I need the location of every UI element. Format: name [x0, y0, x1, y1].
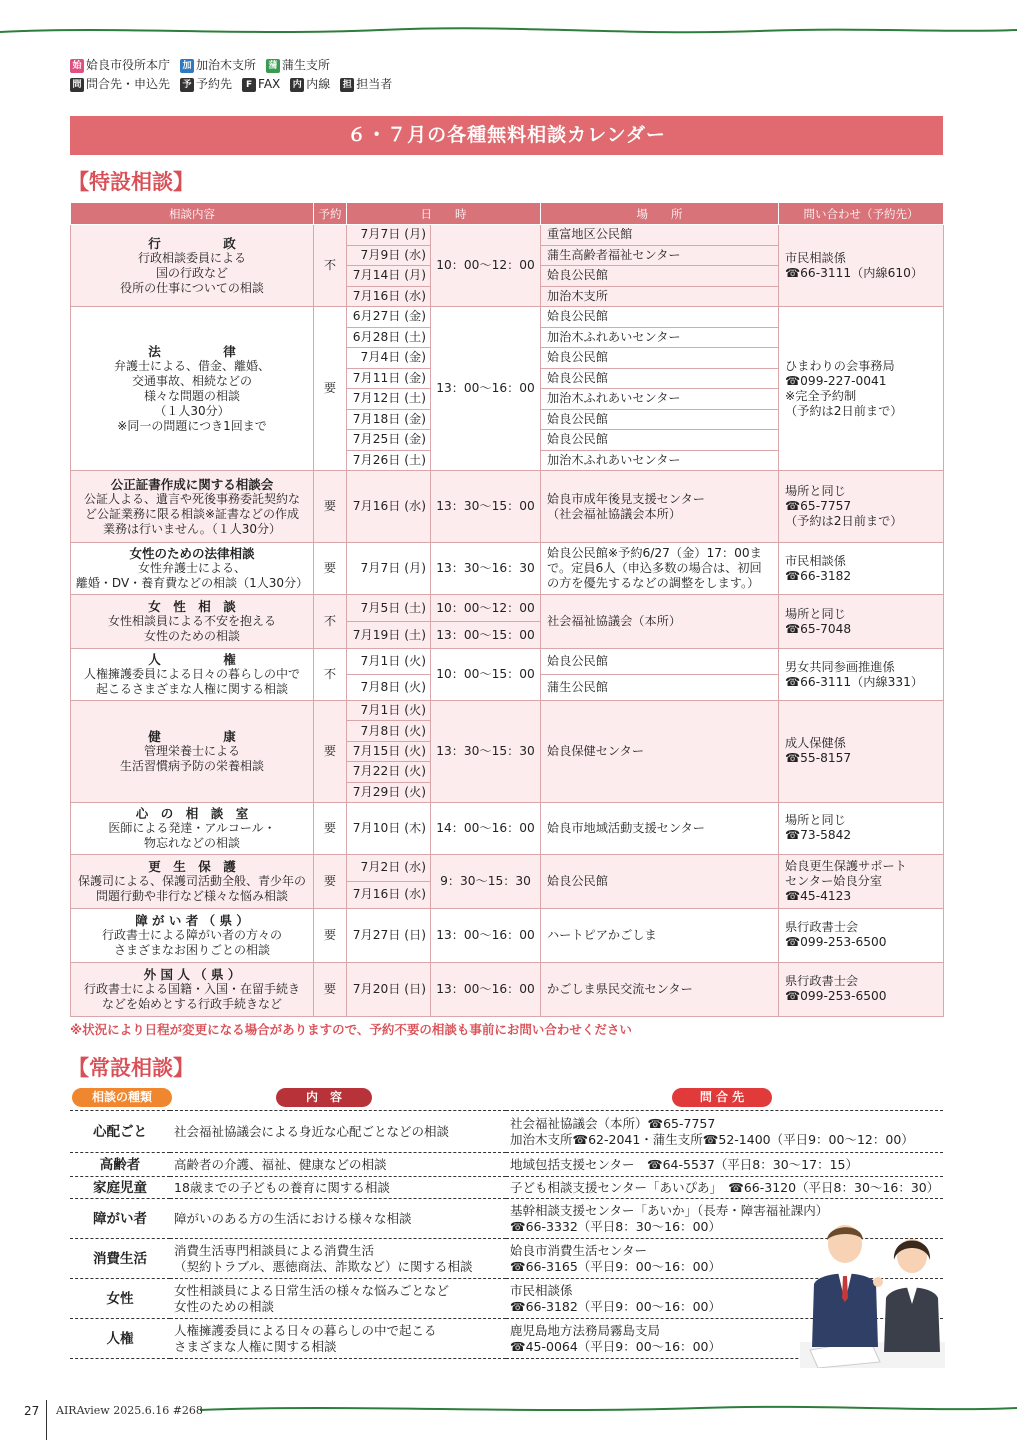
- regular-contact: 姶良市消費生活センター ☎66-3165（平日9：00〜16：00）: [506, 1239, 943, 1279]
- consult-place: 加治木ふれあいセンター: [541, 327, 779, 348]
- consult-desc: 行政書士による障がい者の方々の さまざまなお困りごとの相談: [101, 927, 282, 957]
- regular-kind: 高齢者: [70, 1153, 170, 1177]
- consult-time: 13：00〜15：00: [431, 622, 541, 649]
- schedule-note: ※状況により日程が変更になる場合がありますので、予約不要の相談も事前にお問い合わせください: [70, 1022, 632, 1037]
- consult-date: 7月29日 (火): [347, 782, 431, 802]
- consult-time: 10：00〜15：00: [431, 649, 541, 701]
- regular-contact: 基幹相談支援センター「あいか」（長寿・障害福祉課内） ☎66-3332（平日8：30〜16：00）: [506, 1199, 943, 1239]
- special-row: [71, 543, 944, 595]
- header-reservation: 予約: [314, 203, 347, 225]
- legend: [70, 56, 398, 94]
- consult-date: 7月1日 (火): [347, 649, 431, 675]
- legend-item: [242, 75, 280, 94]
- consult-date: 7月16日 (水): [347, 881, 431, 908]
- consult-place: ハートピアかごしま: [541, 908, 779, 962]
- reservation: 不: [314, 649, 347, 701]
- consult-desc: 医師による発達・アルコール・ 物忘れなどの相談: [108, 820, 276, 850]
- consult-place: 蒲生高齢者福祉センター: [541, 245, 779, 266]
- consult-time: 10：00〜12：00: [431, 225, 541, 307]
- consult-time: 9：30〜15：30: [431, 854, 541, 908]
- reservation: 要: [314, 908, 347, 962]
- consult-content: [71, 471, 314, 543]
- consult-place: 姶良公民館: [541, 854, 779, 908]
- legend-icon: 蒲: [266, 59, 280, 73]
- reservation: 要: [314, 701, 347, 803]
- consult-contact: ひまわりの会事務局 ☎099-227-0041 ※完全予約制 （予約は2日前まで）: [779, 307, 944, 471]
- consult-time: 13：00〜16：00: [431, 908, 541, 962]
- consult-date: 7月22日 (火): [347, 762, 431, 782]
- consult-contact: 場所と同じ ☎65-7048: [779, 595, 944, 649]
- consult-date: 7月4日 (金): [347, 348, 431, 369]
- header-contact: 問い合わせ（予約先）: [779, 203, 944, 225]
- consult-title: 行 政: [148, 235, 236, 251]
- consult-contact: 成人保健係 ☎55-8157: [779, 701, 944, 803]
- legend-item: [180, 56, 256, 75]
- legend-label: 予約先: [196, 77, 233, 91]
- reservation: 要: [314, 471, 347, 543]
- consult-date: 7月20日 (日): [347, 962, 431, 1016]
- consult-desc: 女性相談員による不安を抱える 女性のための相談: [107, 614, 276, 643]
- special-row: [71, 701, 944, 721]
- consult-place: 加治木支所: [541, 286, 779, 307]
- consult-date: 6月28日 (土): [347, 327, 431, 348]
- regular-kind: 心配ごと: [70, 1111, 170, 1153]
- consult-date: 6月27日 (金): [347, 307, 431, 328]
- consult-time: 13：30〜16：30: [431, 543, 541, 595]
- consult-date: 7月27日 (日): [347, 908, 431, 962]
- regular-content: 社会福祉協議会による身近な心配ごとなどの相談: [170, 1111, 506, 1153]
- reservation: 不: [314, 595, 347, 649]
- consult-desc: 女性弁護士による、 離婚・DV・養育費などの相談（1人30分）: [75, 561, 309, 590]
- reservation: 要: [314, 307, 347, 471]
- footer-divider: [46, 1400, 47, 1440]
- legend-label: FAX: [258, 77, 281, 91]
- magazine-title: AIRAview 2025.6.16 #268: [56, 1404, 203, 1417]
- special-table: [70, 202, 944, 1017]
- consult-contact: 男女共同参画推進係 ☎66-3111（内線331）: [779, 649, 944, 701]
- consult-place: 姶良保健センター: [541, 701, 779, 803]
- legend-label: 蒲生支所: [282, 58, 331, 72]
- regular-content: 高齢者の介護、福祉、健康などの相談: [170, 1153, 506, 1177]
- consult-date: 7月7日 (月): [347, 225, 431, 246]
- reservation: 要: [314, 802, 347, 854]
- consult-content: [71, 307, 314, 471]
- consult-desc: 保護司による、保護司活動全般、青少年の 問題行動や非行など様々な悩み相談: [77, 873, 306, 903]
- special-row: [71, 471, 944, 543]
- consult-content: [71, 802, 314, 854]
- legend-icon: 始: [70, 59, 84, 73]
- consult-place: 姶良市成年後見支援センター （社会福祉協議会本所）: [541, 471, 779, 543]
- consult-date: 7月1日 (火): [347, 701, 431, 721]
- regular-content: 人権擁護委員による日々の暮らしの中で起こる さまざまな人権に関する相談: [170, 1319, 506, 1359]
- consult-title: 障 が い 者 （ 県 ）: [135, 912, 249, 928]
- consultants-illustration: [800, 1222, 945, 1368]
- consult-place: 社会福祉協議会（本所）: [541, 595, 779, 649]
- regular-kind: 消費生活: [70, 1239, 170, 1279]
- regular-content: 消費生活専門相談員による消費生活 （契約トラブル、悪徳商法、詐欺など）に関する相談: [170, 1239, 506, 1279]
- consult-place: 加治木ふれあいセンター: [541, 450, 779, 471]
- legend-label: 問合先・申込先: [86, 77, 171, 91]
- consult-place: 姶良市地域活動支援センター: [541, 802, 779, 854]
- legend-item: [290, 75, 330, 94]
- consult-date: 7月10日 (木): [347, 802, 431, 854]
- regular-contact: 地域包括支援センター ☎64-5537（平日8：30〜17：15）: [506, 1153, 943, 1177]
- consult-content: [71, 701, 314, 803]
- regular-content: 障がいのある方の生活における様々な相談: [170, 1199, 506, 1239]
- regular-header-kind: 相談の種類: [72, 1088, 172, 1107]
- consult-date: 7月14日 (月): [347, 266, 431, 287]
- consult-content: [71, 543, 314, 595]
- header-content: 相談内容: [71, 203, 314, 225]
- consult-contact: 県行政書士会 ☎099-253-6500: [779, 908, 944, 962]
- consult-title: 健 康: [148, 728, 236, 744]
- consult-title: 公正証書作成に関する相談会: [110, 476, 274, 492]
- consult-date: 7月8日 (火): [347, 721, 431, 741]
- consult-title: 心 の 相 談 室: [135, 805, 249, 821]
- consult-place: 重富地区公民館: [541, 225, 779, 246]
- special-row: [71, 908, 944, 962]
- consult-content: [71, 908, 314, 962]
- special-header-row: [71, 203, 944, 225]
- legend-icon: F: [242, 78, 256, 92]
- reservation: 不: [314, 225, 347, 307]
- consult-place: 姶良公民館: [541, 649, 779, 675]
- consult-title: 外 国 人 （ 県 ）: [143, 966, 241, 982]
- special-row: [71, 595, 944, 622]
- consult-place: 蒲生公民館: [541, 675, 779, 701]
- consult-date: 7月8日 (火): [347, 675, 431, 701]
- consult-desc: 弁護士による、借金、離婚、 交通事故、相続などの 様々な問題の相談 （１人30分） ※同一の問題につき1回まで: [113, 358, 270, 433]
- legend-label: 加治木支所: [196, 58, 257, 72]
- consult-title: 人 権: [148, 652, 236, 667]
- consult-time: 13：30〜15：00: [431, 471, 541, 543]
- regular-contact: 子ども相談支援センター「あいぴあ」 ☎66-3120（平日8：30〜16：30）: [506, 1177, 943, 1199]
- regular-header-content: 内 容: [276, 1088, 372, 1107]
- regular-content: 18歳までの子どもの養育に関する相談: [170, 1177, 506, 1199]
- special-row: [71, 225, 944, 246]
- legend-label: 姶良市役所本庁: [86, 58, 171, 72]
- consult-time: 13：00〜16：00: [431, 307, 541, 471]
- regular-contact: 社会福祉協議会（本所）☎65-7757 加治木支所☎62-2041・蒲生支所☎52-1400（平日9：00〜12：00）: [506, 1111, 943, 1153]
- consult-date: 7月15日 (火): [347, 741, 431, 761]
- consult-date: 7月12日 (土): [347, 389, 431, 410]
- consult-contact: 県行政書士会 ☎099-253-6500: [779, 962, 944, 1016]
- consult-content: [71, 649, 314, 701]
- consult-content: [71, 225, 314, 307]
- legend-item: [340, 75, 392, 94]
- special-row: [71, 962, 944, 1016]
- consult-place: 姶良公民館: [541, 348, 779, 369]
- special-row: [71, 802, 944, 854]
- consult-time: 10：00〜12：00: [431, 595, 541, 622]
- consult-title: 女 性 相 談: [148, 599, 236, 614]
- regular-contact: 鹿児島地方法務局霧島支局 ☎45-0064（平日9：00〜16：00）: [506, 1319, 943, 1359]
- regular-contact: 市民相談係 ☎66-3182（平日9：00〜16：00）: [506, 1279, 943, 1319]
- consult-desc: 行政相談委員による 国の行政など 役所の仕事についての相談: [120, 250, 264, 295]
- consult-contact: 市民相談係 ☎66-3182: [779, 543, 944, 595]
- reservation: 要: [314, 962, 347, 1016]
- consult-contact: 市民相談係 ☎66-3111（内線610）: [779, 225, 944, 307]
- header-datetime: 日 時: [347, 203, 541, 225]
- legend-icon: 担: [340, 78, 354, 92]
- reservation: 要: [314, 543, 347, 595]
- regular-header-contact: 問 合 先: [672, 1088, 772, 1107]
- consult-title: 女性のための法律相談: [129, 546, 255, 561]
- consult-place: かごしま県民交流センター: [541, 962, 779, 1016]
- consult-place: 姶良公民館※予約6/27（金）17：00ま で。定員6人（申込多数の場合は、初回 の方を優先するなどの調整をします。）: [541, 543, 779, 595]
- consult-time: 13：30〜15：30: [431, 701, 541, 803]
- special-row: [71, 649, 944, 675]
- header-place: 場 所: [541, 203, 779, 225]
- consult-place: 姶良公民館: [541, 368, 779, 389]
- legend-label: 内線: [306, 77, 331, 91]
- consult-date: 7月26日 (土): [347, 450, 431, 471]
- legend-item: [266, 56, 330, 75]
- legend-item: [180, 75, 232, 94]
- legend-icon: 予: [180, 78, 194, 92]
- regular-kind: 人権: [70, 1319, 170, 1359]
- consult-date: 7月2日 (水): [347, 854, 431, 881]
- legend-icon: 内: [290, 78, 304, 92]
- regular-kind: 障がい者: [70, 1199, 170, 1239]
- legend-item: [70, 75, 170, 94]
- reservation: 要: [314, 854, 347, 908]
- consult-content: [71, 854, 314, 908]
- consult-place: 姶良公民館: [541, 307, 779, 328]
- consult-date: 7月9日 (水): [347, 245, 431, 266]
- consult-place: 加治木ふれあいセンター: [541, 389, 779, 410]
- consult-desc: 人権擁護委員による日々の暮らしの中で 起こるさまざまな人権に関する相談: [83, 667, 300, 696]
- legend-item: [70, 56, 170, 75]
- consult-date: 7月16日 (水): [347, 286, 431, 307]
- consult-desc: 行政書士による国籍・入国・在留手続き などを始めとする行政手続きなど: [83, 981, 300, 1011]
- regular-row: [70, 1153, 943, 1177]
- top-wave-decoration: [0, 24, 1017, 38]
- legend-label: 担当者: [356, 77, 393, 91]
- consult-title: 更 生 保 護: [148, 858, 236, 874]
- consult-desc: 管理栄養士による 生活習慣病予防の栄養相談: [119, 743, 264, 773]
- special-row: [71, 854, 944, 881]
- consult-date: 7月7日 (月): [347, 543, 431, 595]
- consult-date: 7月25日 (金): [347, 430, 431, 451]
- consult-desc: 公証人よる、遺言や死後事務委託契約な ど公証業務に限る相談※証書などの作成 業務は行いません。（１人30分）: [83, 491, 300, 536]
- consult-date: 7月5日 (土): [347, 595, 431, 622]
- consult-content: [71, 962, 314, 1016]
- consult-title: 法 律: [148, 343, 236, 359]
- legend-icon: 問: [70, 78, 84, 92]
- consult-time: 13：00〜16：00: [431, 962, 541, 1016]
- page-number: 27: [24, 1404, 40, 1418]
- consult-place: 姶良公民館: [541, 430, 779, 451]
- consult-contact: 場所と同じ ☎65-7757 （予約は2日前まで）: [779, 471, 944, 543]
- consult-place: 姶良公民館: [541, 266, 779, 287]
- consult-time: 14：00〜16：00: [431, 802, 541, 854]
- consult-date: 7月18日 (金): [347, 409, 431, 430]
- regular-row: [70, 1177, 943, 1199]
- consult-date: 7月11日 (金): [347, 368, 431, 389]
- regular-row: [70, 1111, 943, 1153]
- consult-date: 7月19日 (土): [347, 622, 431, 649]
- legend-icon: 加: [180, 59, 194, 73]
- consult-contact: 姶良更生保護サポート センター姶良分室 ☎45-4123: [779, 854, 944, 908]
- regular-kind: 女性: [70, 1279, 170, 1319]
- consult-place: 姶良公民館: [541, 409, 779, 430]
- regular-kind: 家庭児童: [70, 1177, 170, 1199]
- consult-content: [71, 595, 314, 649]
- special-row: [71, 307, 944, 328]
- consult-date: 7月16日 (水): [347, 471, 431, 543]
- page-banner: ６・７月の各種無料相談カレンダー: [70, 116, 943, 155]
- regular-heading: 【常設相談】: [68, 1056, 194, 1080]
- regular-content: 女性相談員による日常生活の様々な悩みごとなど 女性のための相談: [170, 1279, 506, 1319]
- consult-contact: 場所と同じ ☎73-5842: [779, 802, 944, 854]
- special-heading: 【特設相談】: [68, 170, 194, 194]
